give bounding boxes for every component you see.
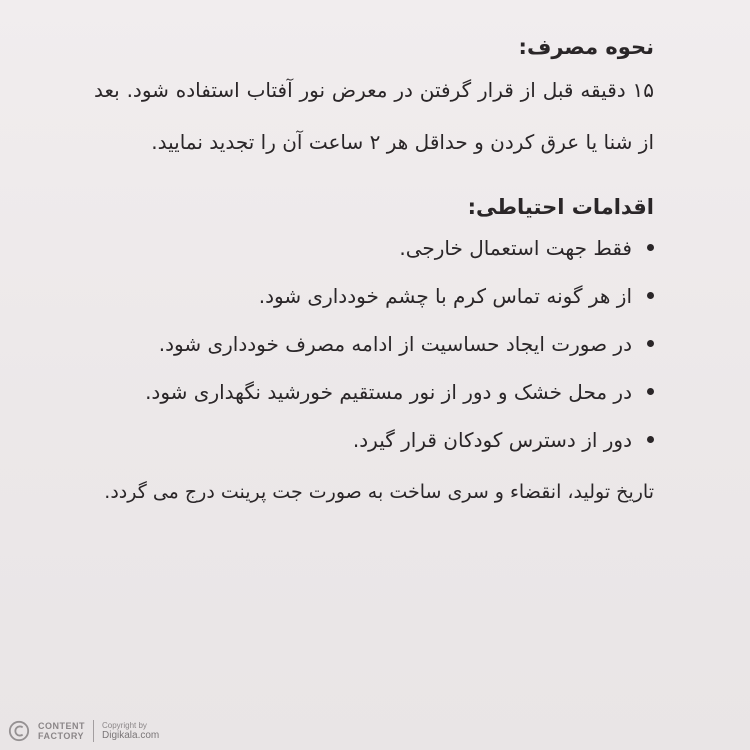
watermark (8, 720, 159, 742)
precautions-list (94, 224, 654, 464)
bullet-icon (647, 436, 654, 443)
list-item-text: در صورت ایجاد حساسیت از ادامه مصرف خودداری شود. (158, 332, 632, 356)
usage-heading: نحوه مصرف: (518, 35, 654, 59)
bullet-icon (647, 292, 654, 299)
list-item-text: فقط جهت استعمال خارجی. (399, 236, 632, 260)
content-factory-logo-icon (8, 720, 30, 742)
precautions-heading: اقدامات احتیاطی: (467, 195, 654, 219)
list-item-text: در محل خشک و دور از نور مستقیم خورشید نگهداری شود. (145, 380, 632, 404)
list-item (94, 272, 654, 320)
bullet-icon (647, 244, 654, 251)
list-item-text: دور از دسترس کودکان قرار گیرد. (352, 428, 632, 452)
production-date-note: تاریخ تولید، انقضاء و سری ساخت به صورت جت پرینت درج می گردد. (104, 481, 654, 503)
watermark-brand-line2: FACTORY (38, 731, 85, 741)
list-item-text: از هر گونه تماس کرم با چشم خودداری شود. (258, 284, 632, 308)
watermark-site: Digikala.com (102, 730, 160, 741)
list-item (94, 224, 654, 272)
list-item (94, 368, 654, 416)
watermark-divider (93, 720, 94, 742)
list-item (94, 320, 654, 368)
watermark-brand (38, 721, 85, 741)
list-item (94, 416, 654, 464)
usage-text: ۱۵ دقیقه قبل از قرار گرفتن در معرض نور آفتاب استفاده شود. بعد از شنا یا عرق کردن و حداقل هر ۲ ساعت آن را تجدید نمایید. (94, 78, 654, 154)
bullet-icon (647, 340, 654, 347)
watermark-copyright (102, 721, 159, 741)
bullet-icon (647, 388, 654, 395)
watermark-brand-line1: CONTENT (38, 721, 85, 731)
instructions-content (94, 30, 654, 535)
watermark-copyright-label: Copyright by (102, 721, 147, 730)
